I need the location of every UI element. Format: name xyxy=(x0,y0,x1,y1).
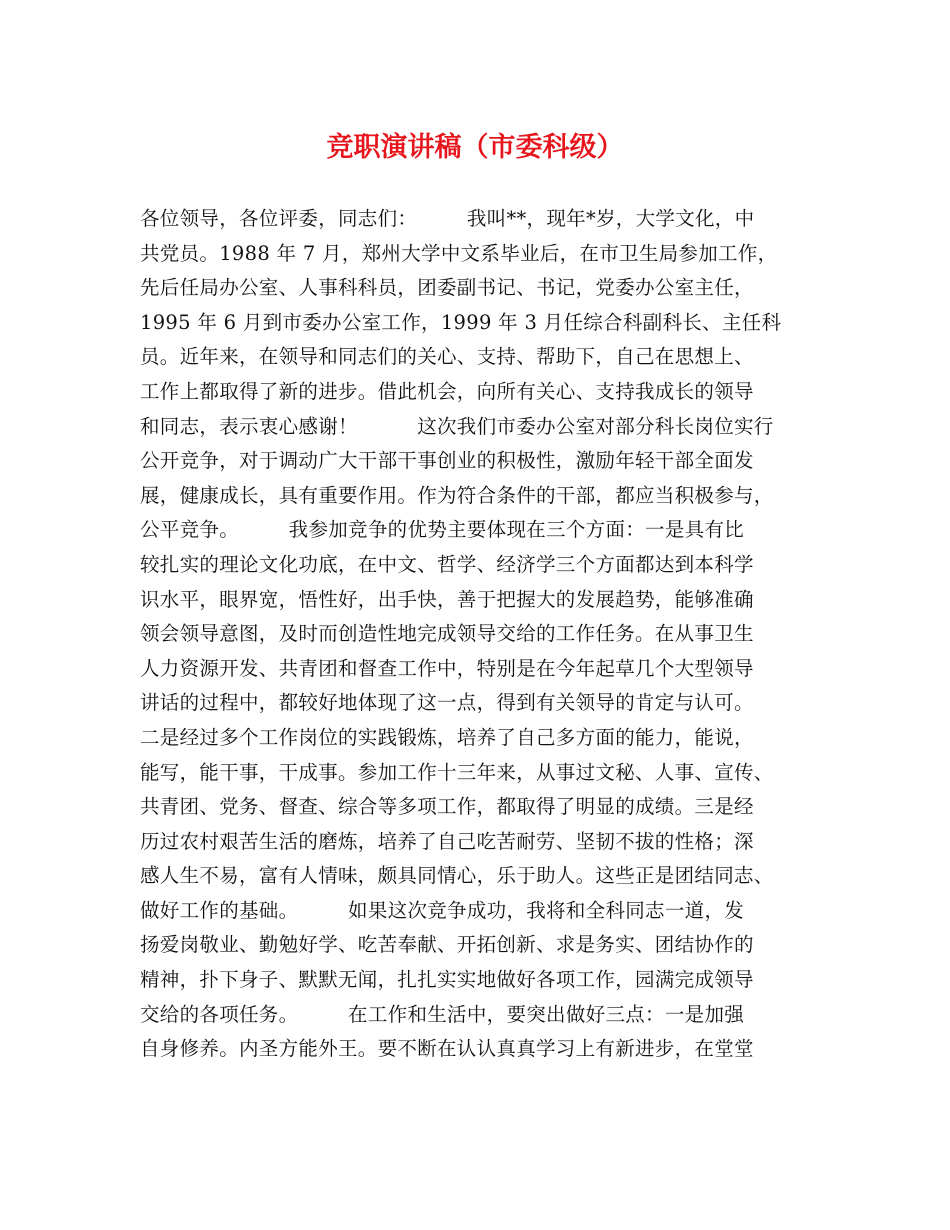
body-line: 讲话的过程中，都较好地体现了这一点，得到有关领导的肯定与认可。 xyxy=(140,691,754,715)
body-line: 交给的各项任务。 在工作和生活中，要突出做好三点：一是加强 xyxy=(140,1002,745,1026)
body-line: 人力资源开发、共青团和督查工作中，特别是在今年起草几个大型领导 xyxy=(140,656,754,680)
body-line: 各位领导，各位评委，同志们： 我叫**，现年*岁，大学文化，中 xyxy=(140,207,755,230)
body-line: 先后任局办公室、人事科科员，团委副书记、书记，党委办公室主任， xyxy=(140,276,754,300)
body-line: 展，健康成长，具有重要作用。作为符合条件的干部，都应当积极参与， xyxy=(140,483,774,507)
body-line: 历过农村艰苦生活的磨炼，培养了自己吃苦耐劳、坚韧不拔的性格；深 xyxy=(140,829,754,853)
document-body xyxy=(140,202,820,1067)
body-line: 较扎实的理论文化功底，在中文、哲学、经济学三个方面都达到本科学 xyxy=(140,552,754,576)
body-line: 自身修养。内圣方能外王。要不断在认认真真学习上有新进步，在堂堂 xyxy=(140,1037,754,1061)
body-line: 能写，能干事，干成事。参加工作十三年来，从事过文秘、人事、宣传、 xyxy=(140,760,774,784)
body-line: 公开竞争，对于调动广大干部干事创业的积极性，激励年轻干部全面发 xyxy=(140,449,754,473)
body-line: 1995 年 6 月到市委办公室工作，1999 年 3 月任综合科副科长、主任科 xyxy=(140,310,782,334)
document-title: 竞职演讲稿（市委科级） xyxy=(326,132,624,163)
body-line: 共青团、党务、督查、综合等多项工作，都取得了明显的成绩。三是经 xyxy=(140,795,754,819)
body-line: 二是经过多个工作岗位的实践锻炼，培养了自己多方面的能力，能说， xyxy=(140,725,754,749)
body-line: 精神，扑下身子、默默无闻，扎扎实实地做好各项工作，园满完成领导 xyxy=(140,968,754,992)
body-line: 扬爱岗敬业、勤勉好学、吃苦奉献、开拓创新、求是务实、团结协作的 xyxy=(140,933,754,957)
body-line: 共党员。1988 年 7 月，郑州大学中文系毕业后，在市卫生局参加工作， xyxy=(140,241,778,265)
body-line: 工作上都取得了新的进步。借此机会，向所有关心、支持我成长的领导 xyxy=(140,379,754,403)
body-line: 感人生不易，富有人情味，颇具同情心，乐于助人。这些正是团结同志、 xyxy=(140,864,774,888)
body-line: 公平竞争。 我参加竞争的优势主要体现在三个方面：一是具有比 xyxy=(140,518,745,542)
body-line: 做好工作的基础。 如果这次竞争成功，我将和全科同志一道，发 xyxy=(140,898,745,922)
body-line: 员。近年来，在领导和同志们的关心、支持、帮助下，自己在思想上、 xyxy=(140,345,754,369)
body-line: 领会领导意图，及时而创造性地完成领导交给的工作任务。在从事卫生 xyxy=(140,622,754,646)
body-line: 识水平，眼界宽，悟性好，出手快，善于把握大的发展趋势，能够准确 xyxy=(140,587,754,611)
body-line: 和同志，表示衷心感谢！ 这次我们市委办公室对部分科长岗位实行 xyxy=(140,414,774,438)
